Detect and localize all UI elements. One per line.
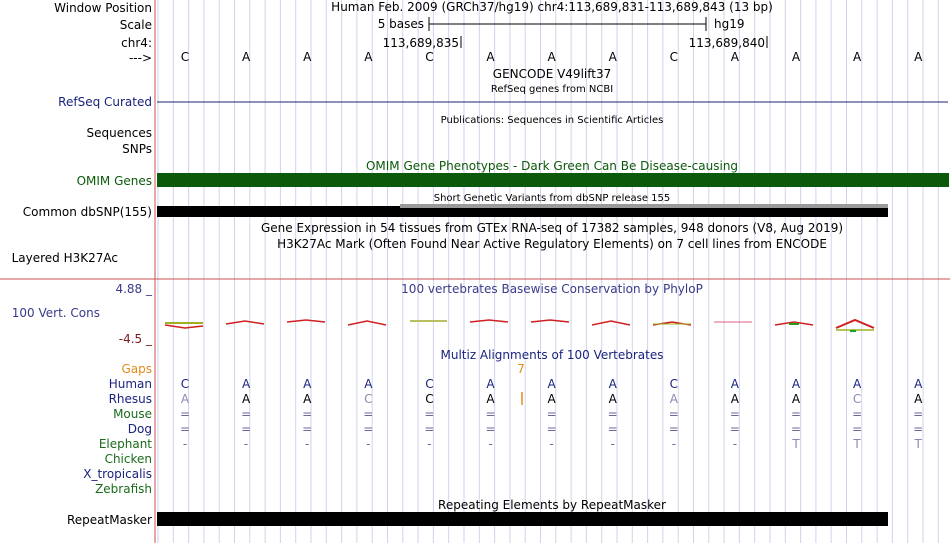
alignment-base: A — [608, 377, 617, 391]
alignment-base: C — [425, 377, 434, 391]
refseq-track-subtitle: RefSeq genes from NCBI — [490, 84, 614, 95]
alignment-base: = — [790, 422, 802, 436]
alignment-base: - — [366, 437, 371, 451]
conservation-max-label: 4.88 _ — [115, 282, 152, 296]
alignment-base: = — [607, 422, 618, 436]
alignment-base: = — [546, 422, 557, 436]
alignment-base: - — [732, 437, 738, 451]
conservation-track-title: 100 vertebrates Basewise Conservation by PhyloP — [401, 282, 703, 296]
alignment-base: A — [608, 392, 617, 406]
alignment-base: = — [607, 407, 618, 421]
alignment-base: A — [791, 377, 801, 391]
alignment-base: - — [427, 437, 432, 451]
alignment-base: A — [791, 392, 801, 406]
window-position-label: Window Position — [54, 1, 152, 15]
scale-db-text: hg19 — [714, 17, 745, 31]
alignment-base: = — [729, 407, 740, 421]
base-letter: A — [608, 50, 617, 64]
alignment-base: A — [730, 392, 740, 406]
alignment-base: = — [913, 422, 924, 436]
species-label[interactable]: Elephant — [98, 437, 152, 451]
species-labels — [83, 362, 152, 496]
alignment-base: - — [182, 437, 188, 451]
base-sequence-row — [181, 50, 923, 64]
alignment-base: = — [302, 422, 313, 436]
conservation-wiggle — [165, 320, 874, 332]
chromosome-label: chr4: — [121, 36, 152, 50]
gap-count-marker: 7 — [517, 362, 525, 376]
species-alignment — [180, 377, 923, 451]
species-label[interactable]: Dog — [127, 422, 152, 436]
alignment-base: = — [546, 407, 557, 421]
gencode-track-title: GENCODE V49lift37 — [492, 67, 612, 81]
species-label[interactable]: Rhesus — [108, 392, 152, 406]
species-label[interactable]: Chicken — [104, 452, 152, 466]
alignment-base: C — [852, 392, 862, 406]
base-grid — [158, 0, 938, 543]
dbsnp-track-label[interactable]: Common dbSNP(155) — [22, 205, 152, 219]
scale-bases-text: 5 bases — [377, 17, 424, 31]
coordinate-left: 113,689,835 — [382, 36, 459, 50]
base-letter: A — [303, 50, 312, 64]
alignment-base: = — [302, 407, 313, 421]
alignment-base: - — [243, 437, 249, 451]
alignment-base: = — [363, 422, 374, 436]
alignment-base: - — [549, 437, 554, 451]
omim-track-title: OMIM Gene Phenotypes - Dark Green Can Be Disease-causing — [365, 159, 739, 173]
coordinate-right: 113,689,840 — [688, 36, 765, 50]
snps-track-label[interactable]: SNPs — [122, 142, 152, 156]
base-letter: A — [914, 50, 923, 64]
alignment-base: A — [669, 392, 678, 406]
alignment-base: = — [485, 422, 496, 436]
repeatmasker-track-label[interactable]: RepeatMasker — [66, 513, 152, 527]
species-label[interactable]: Zebrafish — [95, 482, 152, 496]
alignment-base: = — [424, 422, 435, 436]
dbsnp-variant-highlight — [400, 204, 888, 208]
strand-label: ---> — [128, 51, 152, 65]
conservation-track-label[interactable]: 100 Vert. Cons — [11, 306, 100, 320]
alignment-base: C — [425, 392, 434, 406]
alignment-base: = — [485, 407, 496, 421]
alignment-base: A — [914, 377, 923, 391]
publications-track-title: Publications: Sequences in Scientific Articles — [440, 115, 664, 126]
alignment-base: C — [669, 377, 678, 391]
alignment-base: T — [853, 437, 861, 451]
alignment-base: A — [241, 377, 251, 391]
alignment-base: A — [241, 392, 251, 406]
alignment-base: A — [364, 377, 373, 391]
omim-track-label[interactable]: OMIM Genes — [76, 174, 152, 188]
alignment-base: = — [241, 422, 252, 436]
base-letter: A — [791, 50, 801, 64]
h3k27ac-track-title: H3K27Ac Mark (Often Found Near Active Regulatory Elements) on 7 cell lines from ENCODE — [277, 237, 827, 251]
species-label[interactable]: Mouse — [113, 407, 152, 421]
alignment-base: = — [179, 407, 191, 421]
alignment-base: T — [914, 437, 922, 451]
alignment-base: C — [364, 392, 373, 406]
species-label[interactable]: Gaps — [121, 362, 152, 376]
alignment-base: A — [303, 377, 312, 391]
alignment-base: = — [668, 407, 679, 421]
species-label[interactable]: Human — [108, 377, 152, 391]
alignment-base: = — [241, 407, 252, 421]
alignment-base: = — [424, 407, 435, 421]
assembly-position-text: Human Feb. 2009 (GRCh37/hg19) chr4:113,689,831-113,689,843 (13 bp) — [331, 0, 773, 14]
base-letter: A — [730, 50, 740, 64]
alignment-base: A — [180, 392, 190, 406]
base-letter: C — [425, 50, 434, 64]
alignment-base: A — [852, 377, 862, 391]
sequences-track-label[interactable]: Sequences — [86, 126, 152, 140]
alignment-base: - — [671, 437, 676, 451]
alignment-base: A — [914, 392, 923, 406]
alignment-base: = — [729, 422, 740, 436]
repeatmasker-track-title: Repeating Elements by RepeatMasker — [438, 498, 666, 512]
conservation-min-label: -4.5 _ — [118, 332, 152, 346]
alignment-base: - — [305, 437, 310, 451]
gtex-track-title: Gene Expression in 54 tissues from GTEx RNA-seq of 17382 samples, 948 donors (V8, Aug 2019) — [260, 221, 844, 235]
base-letter: A — [364, 50, 373, 64]
base-letter: C — [180, 50, 190, 64]
repeatmasker-element-bar[interactable] — [157, 512, 888, 526]
alignment-base: = — [790, 407, 802, 421]
alignment-base: - — [488, 437, 493, 451]
alignment-base: A — [486, 377, 495, 391]
scale-label: Scale — [119, 18, 152, 32]
base-letter: A — [547, 50, 556, 64]
base-letter: A — [241, 50, 251, 64]
alignment-base: - — [610, 437, 615, 451]
alignment-base: = — [852, 407, 863, 421]
dbsnp-track-title: Short Genetic Variants from dbSNP release 155 — [433, 193, 671, 204]
alignment-base: = — [363, 407, 374, 421]
base-letter: A — [486, 50, 495, 64]
alignment-base: T — [792, 437, 800, 451]
h3k27ac-track-label[interactable]: Layered H3K27Ac — [11, 251, 118, 265]
base-letter: C — [669, 50, 678, 64]
base-letter: A — [852, 50, 862, 64]
alignment-base: A — [303, 392, 312, 406]
alignment-base: C — [180, 377, 190, 391]
alignment-base: = — [668, 422, 679, 436]
alignment-base: A — [547, 392, 556, 406]
alignment-base: A — [730, 377, 740, 391]
alignment-base: A — [486, 392, 495, 406]
alignment-base: = — [179, 422, 191, 436]
alignment-base: A — [547, 377, 556, 391]
omim-gene-bar[interactable] — [157, 173, 949, 187]
alignment-base: = — [852, 422, 863, 436]
species-label[interactable]: X_tropicalis — [83, 467, 152, 481]
refseq-track-label[interactable]: RefSeq Curated — [58, 95, 152, 109]
alignment-base: = — [913, 407, 924, 421]
multiz-track-title: Multiz Alignments of 100 Vertebrates — [440, 348, 664, 362]
